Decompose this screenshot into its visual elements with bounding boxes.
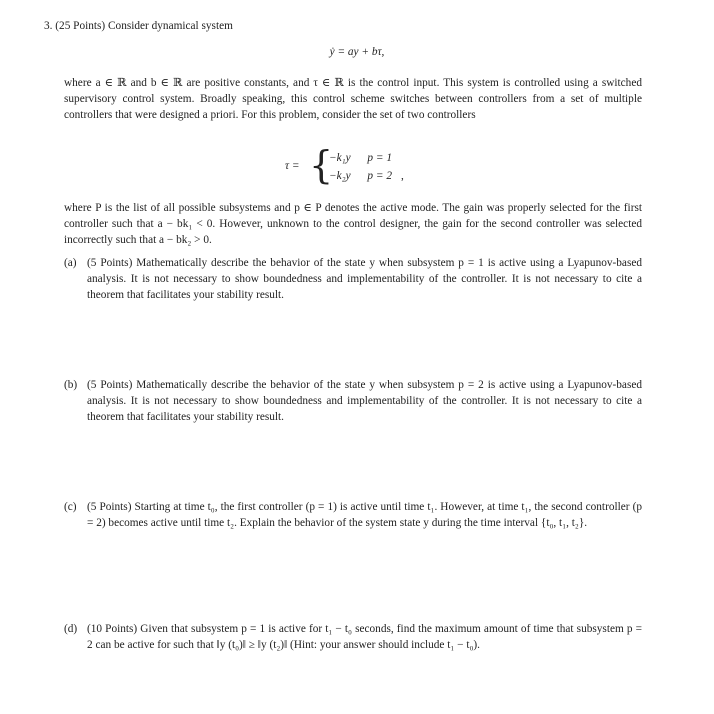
case-row-2 — [329, 168, 392, 184]
case-1-condition: p = 1 — [367, 152, 392, 164]
part-c — [64, 499, 642, 531]
intro-paragraph: where a ∈ ℝ and b ∈ ℝ are positive constants, and τ ∈ ℝ is the control input. This system is controlled using a switched supervisory control system. Broadly speaking, this control scheme switches between controllers from a set of multiple controllers that were designed a priori. For this problem, consider the set of two controllers — [64, 77, 642, 121]
part-d — [64, 621, 642, 653]
part-b — [64, 377, 642, 425]
cases-lhs: τ = — [285, 160, 300, 172]
part-d-text: (10 Points) Given that subsystem p = 1 is active for t₁ − t₀ seconds, find the maximum amount of time that subsystem p = 2 can be active for such that ‖y (t₀)‖ ≥ ‖y (t₂)‖ (Hint: your answer should include t₁ − t₀). — [87, 623, 642, 651]
case-2-expression: −k₂y — [329, 170, 351, 182]
case-1-expression: −k₁y — [329, 152, 351, 164]
after-paragraph: where P is the list of all possible subsystems and p ∈ P denotes the active mode. The gain was properly selected for the first controller such that a − bk₁ < 0. However, unknown to the control designer, the gain for the second controller was selected incorrectly such that a − bk₂ > 0. — [64, 202, 642, 246]
part-a-label: (a) — [64, 257, 77, 269]
part-d-label: (d) — [64, 623, 78, 635]
part-a-text: (5 Points) Mathematically describe the behavior of the state y when subsystem p = 1 is active using a Lyapunov-based analysis. It is not necessary to show boundedness and implementability of the controller. It is not necessary to cite a theorem that facilitates your stability result. — [87, 257, 642, 301]
cases-trailing-comma: , — [401, 170, 404, 182]
part-b-label: (b) — [64, 379, 78, 391]
part-c-label: (c) — [64, 501, 77, 513]
part-c-text: (5 Points) Starting at time t₀, the first controller (p = 1) is active until time t₁. However, at time t₁, the second controller (p = 2) becomes active until time t₂. Explain the behavior of the system state y during the time interval {t₀, t₁, t₂}. — [87, 501, 642, 529]
system-equation: ẏ = ay + bτ, — [329, 46, 385, 58]
problem-heading: 3. (25 Points) Consider dynamical system — [44, 20, 233, 32]
part-b-text: (5 Points) Mathematically describe the behavior of the state y when subsystem p = 2 is active using a Lyapunov-based analysis. It is not necessary to show boundedness and implementability of the controller. It is not necessary to cite a theorem that facilitates your stability result. — [87, 379, 642, 423]
case-2-condition: p = 2 — [367, 170, 392, 182]
part-a — [64, 255, 642, 303]
case-row-1 — [329, 150, 392, 166]
left-brace-icon: { — [309, 143, 334, 187]
